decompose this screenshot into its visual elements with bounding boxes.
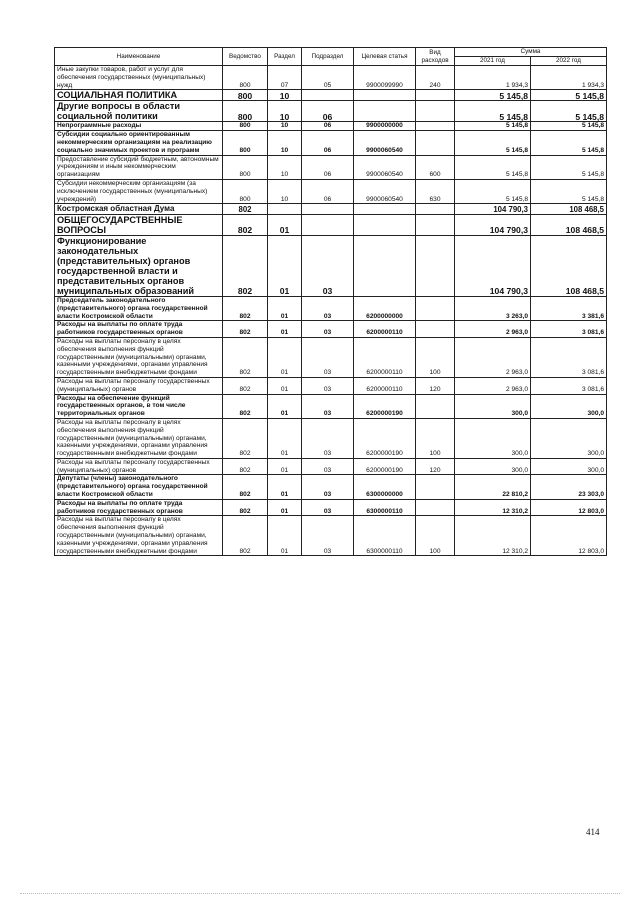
row-section-cell: 01 [268,214,302,235]
row-section-cell: 01 [268,296,302,320]
row-section-cell: 01 [268,235,302,296]
row-section-cell: 10 [268,101,302,122]
row-dept-cell: 802 [223,321,268,338]
row-target-cell: 6200000190 [354,458,416,475]
table-row [55,214,607,235]
row-section-cell: 01 [268,321,302,338]
row-sum-2022-cell: 3 081,6 [531,321,607,338]
row-dept-cell: 800 [223,90,268,101]
row-sum-2022-cell: 3 081,6 [531,337,607,377]
row-sum-2021-cell: 22 810,2 [455,475,531,499]
table-row [55,418,607,458]
row-expense-type-cell [416,131,455,155]
row-name-cell: Расходы на выплаты персоналу государственных (муниципальных) органов [55,458,223,475]
row-sum-2021-cell: 5 145,8 [455,179,531,203]
row-target-cell: 9900060540 [354,179,416,203]
row-sum-2022-cell: 5 145,8 [531,90,607,101]
header-dept: Ведомство [223,48,268,66]
row-dept-cell: 802 [223,377,268,394]
table-row [55,122,607,131]
row-dept-cell: 800 [223,101,268,122]
row-section-cell: 01 [268,516,302,556]
row-expense-type-cell: 120 [416,458,455,475]
row-sum-2022-cell: 5 145,8 [531,101,607,122]
row-dept-cell: 802 [223,458,268,475]
row-sum-2021-cell: 3 263,0 [455,296,531,320]
table-row [55,235,607,296]
table-row [55,101,607,122]
row-sum-2021-cell: 5 145,8 [455,131,531,155]
table-row [55,516,607,556]
row-subsection-cell [302,204,354,215]
row-sum-2021-cell: 12 310,2 [455,516,531,556]
row-name-cell: Иные закупки товаров, работ и услуг для обеспечения государственных (муниципальных) нужд [55,66,223,90]
row-sum-2021-cell: 5 145,8 [455,155,531,179]
row-target-cell [354,90,416,101]
row-subsection-cell: 03 [302,394,354,418]
row-expense-type-cell: 100 [416,337,455,377]
row-expense-type-cell [416,101,455,122]
row-expense-type-cell [416,475,455,499]
row-sum-2021-cell: 300,0 [455,418,531,458]
row-subsection-cell: 03 [302,418,354,458]
budget-table [54,47,607,556]
row-sum-2021-cell: 2 963,0 [455,321,531,338]
row-target-cell: 9900000000 [354,122,416,131]
row-subsection-cell: 03 [302,516,354,556]
row-expense-type-cell [416,214,455,235]
row-name-cell: Расходы на выплаты по оплате труда работников государственных органов [55,321,223,338]
row-sum-2021-cell: 5 145,8 [455,122,531,131]
page-number: 414 [586,827,600,837]
row-expense-type-cell: 600 [416,155,455,179]
row-sum-2022-cell: 23 303,0 [531,475,607,499]
header-section: Раздел [268,48,302,66]
row-name-cell: СОЦИАЛЬНАЯ ПОЛИТИКА [55,90,223,101]
table-row [55,66,607,90]
row-subsection-cell: 03 [302,475,354,499]
row-sum-2022-cell: 300,0 [531,458,607,475]
table-body [55,66,607,556]
row-subsection-cell: 03 [302,377,354,394]
row-name-cell: Субсидии социально ориентированным некоммерческим организациям на реализацию социально значимых проектов и программ [55,131,223,155]
row-target-cell [354,101,416,122]
header-target-article: Целевая статья [354,48,416,66]
row-sum-2022-cell: 5 145,8 [531,155,607,179]
row-target-cell [354,204,416,215]
row-dept-cell: 800 [223,131,268,155]
row-sum-2021-cell: 2 963,0 [455,337,531,377]
header-subsection: Подраздел [302,48,354,66]
row-dept-cell: 802 [223,475,268,499]
row-section-cell: 01 [268,499,302,516]
row-section-cell: 01 [268,377,302,394]
table-row [55,337,607,377]
table-row [55,131,607,155]
row-dept-cell: 802 [223,235,268,296]
row-expense-type-cell [416,235,455,296]
row-expense-type-cell [416,122,455,131]
budget-table-sheet [54,47,606,556]
row-target-cell [354,235,416,296]
row-subsection-cell: 06 [302,122,354,131]
row-name-cell: Председатель законодательного (представительного) органа государственной власти Костромской области [55,296,223,320]
row-subsection-cell: 03 [302,321,354,338]
row-section-cell: 01 [268,418,302,458]
row-target-cell: 9900060540 [354,155,416,179]
row-target-cell [354,214,416,235]
row-target-cell: 6200000110 [354,337,416,377]
table-row [55,179,607,203]
table-row [55,90,607,101]
row-section-cell: 10 [268,179,302,203]
row-name-cell: Субсидии некоммерческим организациям (за исключением государственных (муниципальных) учреждений) [55,179,223,203]
row-section-cell: 01 [268,337,302,377]
row-sum-2021-cell: 5 145,8 [455,101,531,122]
row-expense-type-cell [416,394,455,418]
row-name-cell: Депутаты (члены) законодательного (представительного) органа государственной власти Костромской области [55,475,223,499]
row-target-cell: 6300000110 [354,516,416,556]
row-sum-2021-cell: 2 963,0 [455,377,531,394]
row-sum-2021-cell: 300,0 [455,394,531,418]
row-expense-type-cell [416,499,455,516]
row-name-cell: ОБЩЕГОСУДАРСТВЕННЫЕ ВОПРОСЫ [55,214,223,235]
row-expense-type-cell: 100 [416,418,455,458]
row-name-cell: Предоставление субсидий бюджетным, автономным учреждениям и иным некоммерческим организациям [55,155,223,179]
row-subsection-cell: 03 [302,337,354,377]
row-expense-type-cell [416,204,455,215]
row-sum-2022-cell: 5 145,8 [531,179,607,203]
row-section-cell: 01 [268,475,302,499]
row-name-cell: Расходы на выплаты персоналу государственных (муниципальных) органов [55,377,223,394]
row-sum-2021-cell: 104 790,3 [455,204,531,215]
row-section-cell: 10 [268,131,302,155]
row-sum-2022-cell: 300,0 [531,394,607,418]
row-sum-2022-cell: 1 934,3 [531,66,607,90]
row-name-cell: Непрограммные расходы [55,122,223,131]
row-expense-type-cell [416,321,455,338]
row-name-cell: Расходы на обеспечение функций государственных органов, в том числе территориальных органов [55,394,223,418]
header-sum: Сумма [455,48,607,57]
row-sum-2022-cell: 5 145,8 [531,122,607,131]
row-name-cell: Функционирование законодательных (представительных) органов государственной власти и представительных органов муниципальных образований [55,235,223,296]
row-sum-2022-cell: 108 468,5 [531,214,607,235]
row-name-cell: Другие вопросы в области социальной политики [55,101,223,122]
row-subsection-cell: 03 [302,296,354,320]
row-target-cell: 6300000110 [354,499,416,516]
row-sum-2022-cell: 3 381,6 [531,296,607,320]
row-dept-cell: 802 [223,214,268,235]
row-dept-cell: 802 [223,499,268,516]
row-sum-2021-cell: 1 934,3 [455,66,531,90]
header-expense-type: Вид расходов [416,48,455,66]
row-subsection-cell: 06 [302,155,354,179]
row-sum-2022-cell: 300,0 [531,418,607,458]
table-row [55,475,607,499]
row-subsection-cell: 06 [302,131,354,155]
row-sum-2022-cell: 12 803,0 [531,499,607,516]
row-target-cell: 6200000000 [354,296,416,320]
table-row [55,377,607,394]
table-row [55,321,607,338]
table-row [55,458,607,475]
row-expense-type-cell [416,296,455,320]
row-sum-2021-cell: 300,0 [455,458,531,475]
row-name-cell: Расходы на выплаты персоналу в целях обеспечения выполнения функций государственными (муниципальными) органами, казенными учреждениями, органами управления государственными внебюджетными фондами [55,516,223,556]
row-target-cell: 6300000000 [354,475,416,499]
row-section-cell: 07 [268,66,302,90]
table-row [55,394,607,418]
row-name-cell: Расходы на выплаты по оплате труда работников государственных органов [55,499,223,516]
table-row [55,499,607,516]
row-target-cell: 6200000110 [354,321,416,338]
row-section-cell: 01 [268,394,302,418]
row-subsection-cell: 03 [302,499,354,516]
table-header [55,48,607,66]
row-name-cell: Расходы на выплаты персоналу в целях обеспечения выполнения функций государственными (муниципальными) органами, казенными учреждениями, органами управления государственными внебюджетными фондами [55,337,223,377]
row-dept-cell: 802 [223,516,268,556]
row-target-cell: 9900099990 [354,66,416,90]
row-dept-cell: 802 [223,296,268,320]
row-name-cell: Расходы на выплаты персоналу в целях обеспечения выполнения функций государственными (муниципальными) органами, казенными учреждениями, органами управления государственными внебюджетными фондами [55,418,223,458]
row-sum-2022-cell: 3 081,6 [531,377,607,394]
row-sum-2022-cell: 108 468,5 [531,204,607,215]
row-subsection-cell: 05 [302,66,354,90]
row-section-cell: 10 [268,90,302,101]
table-row [55,296,607,320]
header-year-2022: 2022 год [531,57,607,66]
row-target-cell: 9900060540 [354,131,416,155]
row-subsection-cell [302,90,354,101]
row-expense-type-cell: 120 [416,377,455,394]
table-row [55,204,607,215]
row-subsection-cell [302,214,354,235]
row-sum-2021-cell: 5 145,8 [455,90,531,101]
row-target-cell: 6200000190 [354,418,416,458]
header-name: Наименование [55,48,223,66]
row-sum-2021-cell: 104 790,3 [455,235,531,296]
row-expense-type-cell [416,90,455,101]
row-dept-cell: 800 [223,122,268,131]
row-sum-2021-cell: 12 310,2 [455,499,531,516]
row-section-cell: 01 [268,458,302,475]
row-sum-2022-cell: 5 145,8 [531,131,607,155]
row-target-cell: 6200000190 [354,394,416,418]
row-section-cell: 10 [268,122,302,131]
row-expense-type-cell: 630 [416,179,455,203]
row-sum-2021-cell: 104 790,3 [455,214,531,235]
row-target-cell: 6200000110 [354,377,416,394]
row-name-cell: Костромская областная Дума [55,204,223,215]
row-dept-cell: 802 [223,337,268,377]
row-dept-cell: 800 [223,155,268,179]
row-dept-cell: 802 [223,204,268,215]
table-row [55,155,607,179]
row-section-cell: 10 [268,155,302,179]
row-subsection-cell: 03 [302,235,354,296]
row-sum-2022-cell: 12 803,0 [531,516,607,556]
row-subsection-cell: 03 [302,458,354,475]
row-dept-cell: 802 [223,394,268,418]
row-section-cell [268,204,302,215]
row-expense-type-cell: 100 [416,516,455,556]
footer-divider [20,893,620,894]
header-year-2021: 2021 год [455,57,531,66]
row-dept-cell: 802 [223,418,268,458]
row-subsection-cell: 06 [302,101,354,122]
row-dept-cell: 800 [223,66,268,90]
row-subsection-cell: 06 [302,179,354,203]
row-expense-type-cell: 240 [416,66,455,90]
row-dept-cell: 800 [223,179,268,203]
row-sum-2022-cell: 108 468,5 [531,235,607,296]
